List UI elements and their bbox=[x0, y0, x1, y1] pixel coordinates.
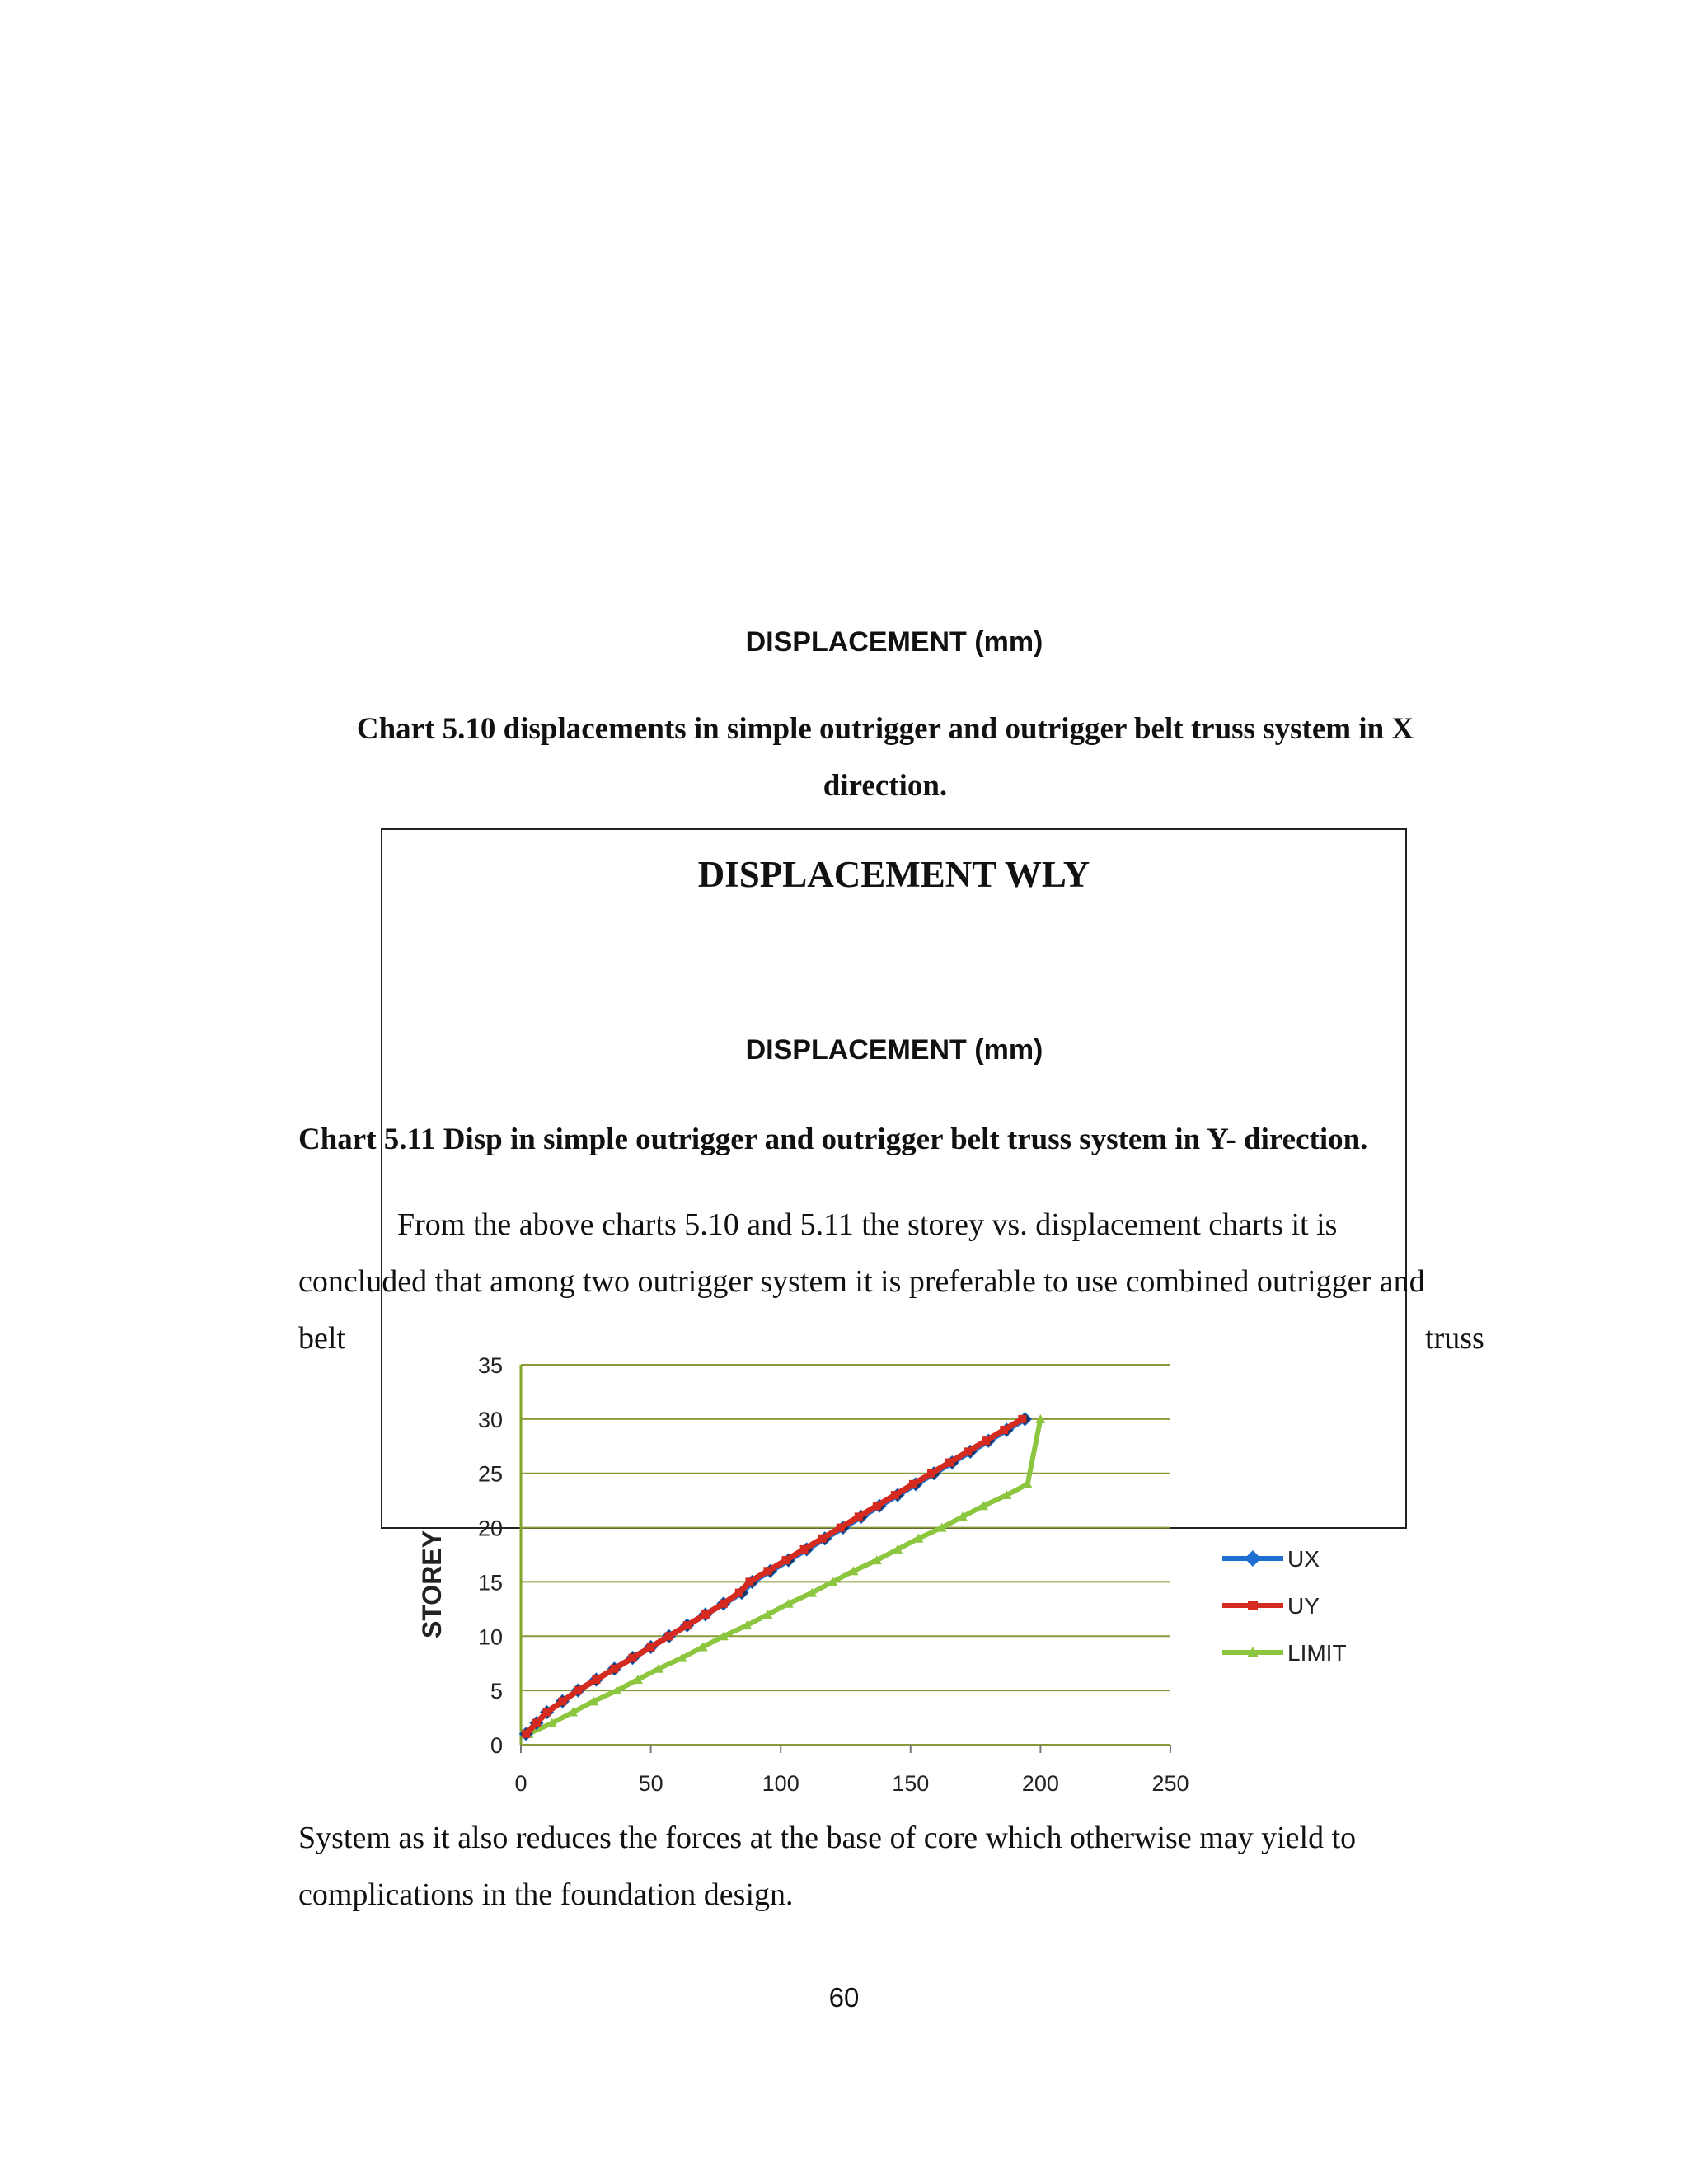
x-tick-label: 100 bbox=[762, 1771, 799, 1796]
legend-marker-uy bbox=[1248, 1601, 1258, 1610]
data-point-uy bbox=[927, 1469, 935, 1478]
chart-510-x-axis-title: DISPLACEMENT (mm) bbox=[745, 626, 1043, 658]
chart-510-caption-line-2: direction. bbox=[823, 769, 948, 803]
data-point-uy bbox=[629, 1654, 637, 1662]
y-tick-label: 15 bbox=[477, 1570, 503, 1596]
page-number: 60 bbox=[828, 1982, 860, 2013]
data-point-uy bbox=[837, 1524, 845, 1532]
legend-marker-ux bbox=[1245, 1550, 1261, 1567]
x-tick-label: 200 bbox=[1021, 1771, 1059, 1796]
data-point-uy bbox=[982, 1436, 990, 1445]
chart-511-title: DISPLACEMENT WLY bbox=[697, 854, 1090, 895]
y-tick-label: 10 bbox=[477, 1624, 503, 1650]
paragraph-1-line-3-right: truss bbox=[1425, 1321, 1484, 1356]
y-tick-label: 25 bbox=[477, 1461, 503, 1487]
x-tick-label: 0 bbox=[514, 1771, 528, 1796]
paragraph-1-line-3-left: belt bbox=[298, 1321, 345, 1356]
paragraph-2-line-1: System as it also reduces the forces at the base of core which otherwise may yield to bbox=[298, 1821, 1357, 1855]
chart-510-caption bbox=[298, 701, 1472, 814]
data-point-uy bbox=[945, 1459, 954, 1467]
data-point-uy bbox=[574, 1686, 582, 1694]
data-point-uy bbox=[720, 1600, 728, 1608]
legend-label-ux: UX bbox=[1287, 1546, 1320, 1572]
y-tick-label: 0 bbox=[490, 1733, 503, 1758]
data-point-uy bbox=[683, 1621, 692, 1629]
paragraph-1-line-2: concluded that among two outrigger system it is preferable to use combined outrigger and bbox=[298, 1264, 1425, 1299]
data-point-uy bbox=[543, 1708, 551, 1716]
data-point-uy bbox=[647, 1643, 655, 1651]
legend-label-limit: LIMIT bbox=[1287, 1640, 1347, 1666]
data-point-uy bbox=[558, 1697, 566, 1705]
series-line-limit bbox=[528, 1419, 1040, 1734]
legend-label-uy: UY bbox=[1287, 1593, 1320, 1619]
chart-511-caption: Chart 5.11 Disp in simple outrigger and outrigger belt truss system in Y- direction. bbox=[298, 1122, 1368, 1156]
storey-displacement-chart bbox=[396, 1335, 1418, 1813]
data-point-uy bbox=[873, 1502, 881, 1510]
data-point-uy bbox=[782, 1556, 790, 1564]
paragraph-1-line-1: From the above charts 5.10 and 5.11 the storey vs. displacement charts it is bbox=[397, 1207, 1338, 1242]
paragraph-2-line-2: complications in the foundation design. bbox=[298, 1877, 794, 1912]
y-tick-label: 5 bbox=[490, 1679, 503, 1704]
data-point-uy bbox=[522, 1730, 530, 1738]
chart-510-caption-line-1: Chart 5.10 displacements in simple outrigger and outrigger belt truss system in X bbox=[356, 712, 1414, 746]
x-tick-label: 50 bbox=[638, 1771, 663, 1796]
x-tick-label: 150 bbox=[892, 1771, 930, 1796]
data-point-uy bbox=[735, 1589, 743, 1597]
data-point-uy bbox=[665, 1632, 673, 1640]
data-point-uy bbox=[855, 1512, 863, 1521]
data-point-uy bbox=[592, 1675, 600, 1684]
y-tick-label: 35 bbox=[477, 1353, 503, 1378]
chart-511-x-axis-title: DISPLACEMENT (mm) bbox=[745, 1034, 1043, 1066]
data-point-uy bbox=[610, 1665, 618, 1673]
y-tick-label: 20 bbox=[477, 1516, 503, 1541]
data-point-uy bbox=[891, 1491, 899, 1499]
data-point-uy bbox=[701, 1610, 710, 1619]
y-tick-label: 30 bbox=[477, 1407, 503, 1432]
data-point-uy bbox=[818, 1535, 827, 1543]
x-tick-label: 250 bbox=[1151, 1771, 1189, 1796]
data-point-uy bbox=[1000, 1426, 1008, 1434]
data-point-uy bbox=[745, 1577, 753, 1586]
data-point-uy bbox=[800, 1545, 809, 1554]
data-point-uy bbox=[532, 1719, 541, 1727]
data-point-uy bbox=[909, 1480, 917, 1488]
y-axis-label: STOREY bbox=[417, 1530, 447, 1638]
data-point-uy bbox=[964, 1447, 972, 1455]
data-point-uy bbox=[1018, 1415, 1026, 1423]
data-point-uy bbox=[763, 1567, 771, 1575]
